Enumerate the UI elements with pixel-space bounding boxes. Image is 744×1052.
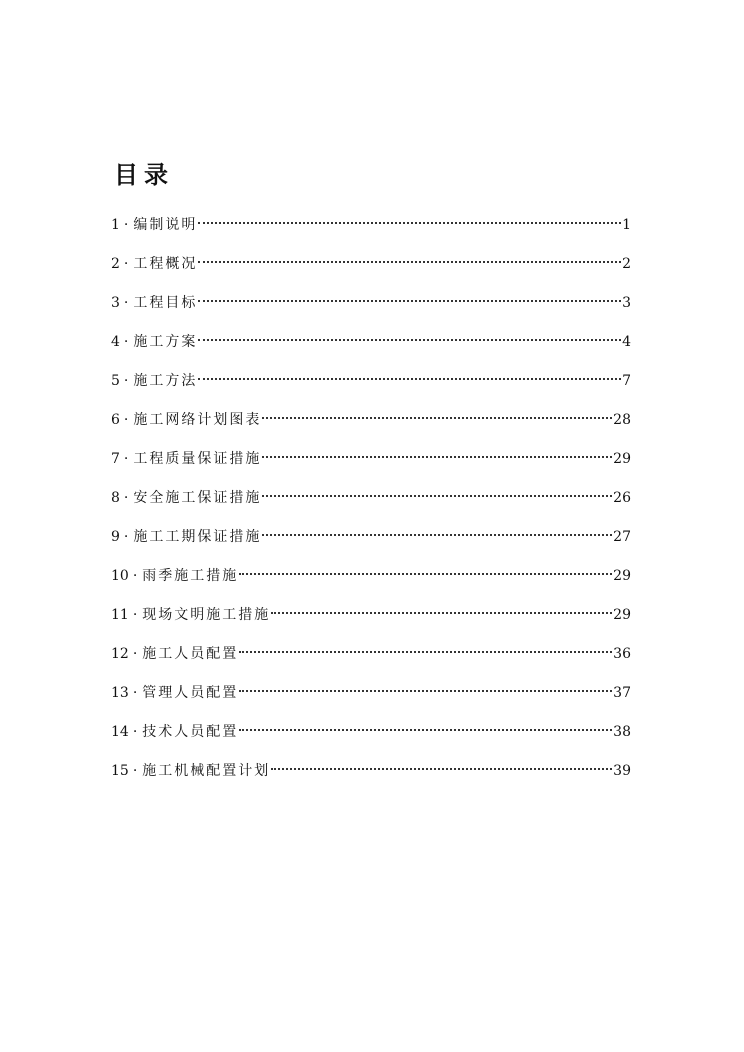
toc-entry-number: 6	[111, 412, 120, 428]
toc-entry[interactable]	[111, 330, 631, 369]
toc-entry-separator: ·	[123, 373, 129, 389]
toc-entry-title: 工程质量保证措施	[133, 451, 262, 467]
toc-entry-separator: ·	[132, 763, 138, 779]
toc-entry-title: 工程目标	[133, 295, 198, 311]
toc-entry[interactable]	[111, 447, 631, 486]
toc-entry-separator: ·	[123, 529, 129, 545]
toc-entry[interactable]	[111, 213, 631, 252]
toc-dot-leader	[271, 768, 612, 770]
toc-entry-number: 14	[111, 724, 129, 740]
toc-dot-leader	[198, 222, 621, 224]
toc-entry-title: 现场文明施工措施	[142, 607, 271, 623]
toc-entry-separator: ·	[123, 295, 129, 311]
toc-entry-number: 5	[111, 373, 120, 389]
toc-entry-page-number: 28	[613, 412, 631, 428]
toc-entry-page-number: 29	[613, 607, 631, 623]
toc-entry-title: 施工人员配置	[142, 646, 239, 662]
toc-entry-separator: ·	[123, 451, 129, 467]
toc-dot-leader	[262, 495, 612, 497]
toc-entry-page-number: 27	[613, 529, 631, 545]
toc-entry-number: 15	[111, 763, 129, 779]
toc-entry-title: 雨季施工措施	[142, 568, 239, 584]
toc-entry-page-number: 37	[613, 685, 631, 701]
toc-entry[interactable]	[111, 603, 631, 642]
toc-entry-page-number: 29	[613, 568, 631, 584]
toc-dot-leader	[239, 573, 612, 575]
toc-entry[interactable]	[111, 681, 631, 720]
toc-entry-separator: ·	[123, 412, 129, 428]
toc-entry-number: 12	[111, 646, 129, 662]
toc-entry[interactable]	[111, 408, 631, 447]
toc-entry-page-number: 2	[622, 256, 631, 272]
toc-entry-page-number: 36	[613, 646, 631, 662]
toc-entry-title: 技术人员配置	[142, 724, 239, 740]
toc-entry-title: 安全施工保证措施	[133, 490, 262, 506]
toc-entry-separator: ·	[132, 646, 138, 662]
toc-entry-separator: ·	[132, 685, 138, 701]
toc-dot-leader	[198, 378, 621, 380]
toc-dot-leader	[239, 729, 612, 731]
toc-entry-page-number: 4	[622, 334, 631, 350]
toc-dot-leader	[198, 261, 621, 263]
toc-entry[interactable]	[111, 759, 631, 798]
toc-entry-number: 10	[111, 568, 129, 584]
toc-dot-leader	[198, 300, 621, 302]
toc-entry-title: 施工机械配置计划	[142, 763, 271, 779]
toc-entry-page-number: 38	[613, 724, 631, 740]
toc-entry-number: 2	[111, 256, 120, 272]
toc-entry-number: 13	[111, 685, 129, 701]
toc-entry-separator: ·	[132, 724, 138, 740]
toc-entry-number: 9	[111, 529, 120, 545]
toc-entry[interactable]	[111, 252, 631, 291]
toc-dot-leader	[239, 690, 612, 692]
toc-entry-separator: ·	[132, 568, 138, 584]
toc-entry-number: 1	[111, 217, 120, 233]
toc-entry[interactable]	[111, 369, 631, 408]
toc-entry-page-number: 29	[613, 451, 631, 467]
toc-entry-title: 施工方案	[133, 334, 198, 350]
toc-entry[interactable]	[111, 564, 631, 603]
toc-list	[111, 213, 631, 798]
toc-entry-title: 工程概况	[133, 256, 198, 272]
toc-entry[interactable]	[111, 642, 631, 681]
toc-entry[interactable]	[111, 720, 631, 759]
toc-entry-page-number: 26	[613, 490, 631, 506]
toc-dot-leader	[198, 339, 621, 341]
toc-dot-leader	[262, 534, 612, 536]
toc-entry[interactable]	[111, 525, 631, 564]
toc-entry-title: 施工工期保证措施	[133, 529, 262, 545]
toc-entry[interactable]	[111, 486, 631, 525]
toc-entry-page-number: 39	[613, 763, 631, 779]
toc-entry-number: 11	[111, 607, 129, 623]
toc-dot-leader	[271, 612, 612, 614]
toc-entry-separator: ·	[123, 334, 129, 350]
toc-entry[interactable]	[111, 291, 631, 330]
toc-title: 目录	[114, 161, 174, 189]
toc-entry-number: 7	[111, 451, 120, 467]
toc-entry-title: 施工网络计划图表	[133, 412, 262, 428]
toc-entry-separator: ·	[132, 607, 138, 623]
toc-dot-leader	[262, 456, 612, 458]
toc-dot-leader	[239, 651, 612, 653]
toc-entry-separator: ·	[123, 256, 129, 272]
toc-entry-title: 管理人员配置	[142, 685, 239, 701]
toc-entry-title: 编制说明	[133, 217, 198, 233]
toc-entry-page-number: 3	[622, 295, 631, 311]
toc-entry-page-number: 1	[622, 217, 631, 233]
toc-entry-number: 8	[111, 490, 120, 506]
toc-entry-page-number: 7	[622, 373, 631, 389]
toc-dot-leader	[262, 417, 612, 419]
toc-entry-separator: ·	[123, 217, 129, 233]
toc-entry-number: 3	[111, 295, 120, 311]
toc-entry-separator: ·	[123, 490, 129, 506]
toc-entry-number: 4	[111, 334, 120, 350]
toc-entry-title: 施工方法	[133, 373, 198, 389]
